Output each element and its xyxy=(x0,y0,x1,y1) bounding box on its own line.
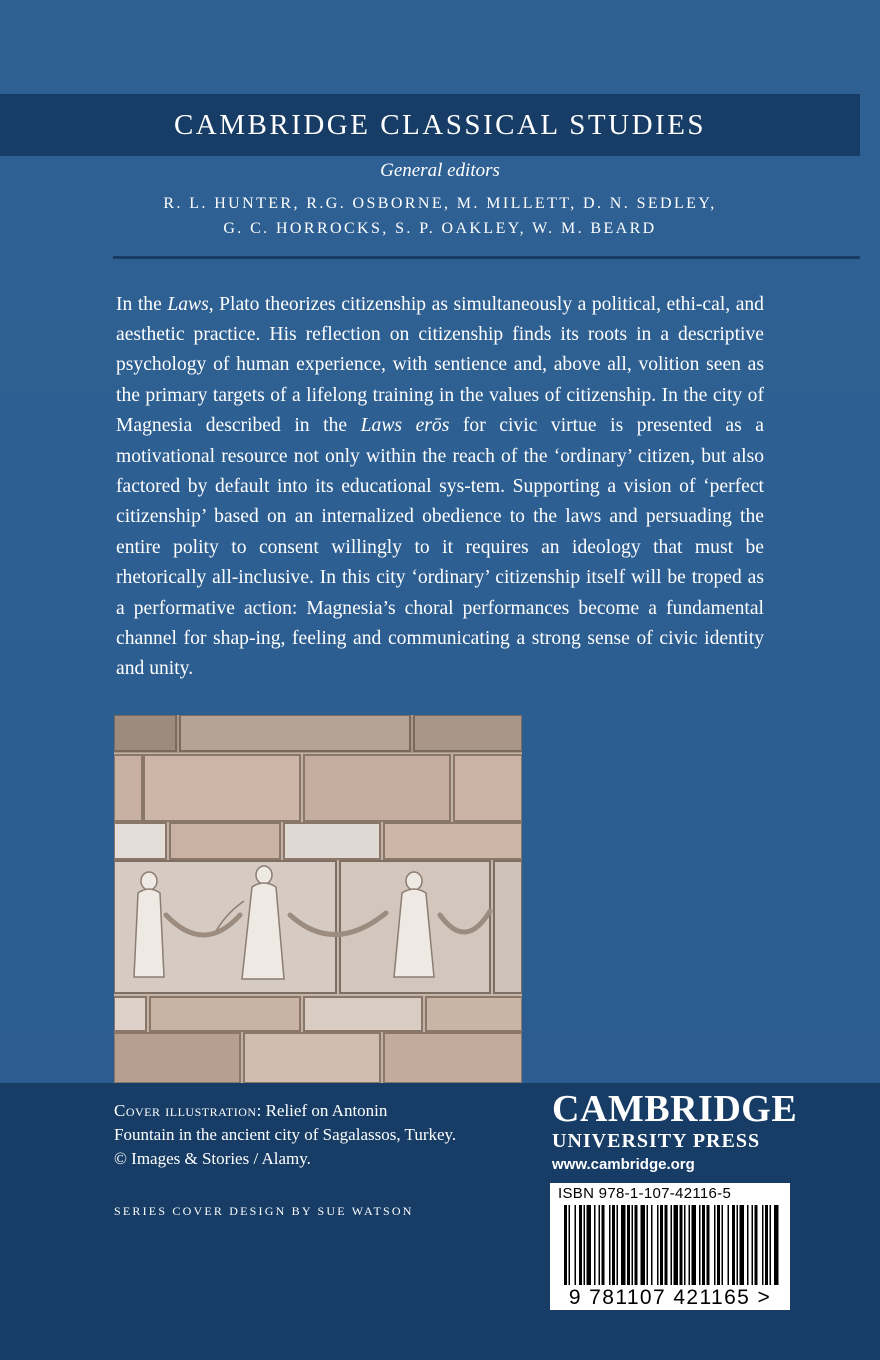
barcode-bar xyxy=(564,1205,567,1285)
barcode-digits: 9 781107 421165 > xyxy=(568,1286,772,1309)
barcode-bar xyxy=(657,1205,659,1285)
barcode-bar xyxy=(762,1205,764,1285)
barcode-bar xyxy=(689,1205,691,1285)
barcode-bar xyxy=(609,1205,611,1285)
series-design-credit: SERIES COVER DESIGN BY SUE WATSON xyxy=(114,1204,414,1218)
book-description: In the Laws, Plato theorizes citizenship as simultaneously a political, ethi-cal, and aesthetic practice. His reflection on citizenship finds its roots in a descriptive psychology of human experience, with sentience and, above all, volition seen as the primary targets of a lifelong training in the values of citizenship. In the city of Magnesia described in the Laws erōs for civic virtue is presented as a motivational resource not only within the reach of the ‘ordinary’ citizen, but also factored by default into its educational sys-tem. Supporting a vision of ‘perfect citizenship’ based on an internalized obedience to the laws and persuading the entire polity to consent willingly to it requires an ideology that must be rhetorically all-inclusive. In this city ‘ordinary’ citizenship itself will be troped as a performative action: Magnesia’s choral performances become a fundamental channel for shap-ing, feeling and communicating a strong sense of civic identity and unity. xyxy=(116,293,764,680)
relief-illustration xyxy=(114,715,522,1083)
laws-eros-term: Laws erōs xyxy=(360,415,450,437)
barcode-bar xyxy=(671,1205,673,1285)
laws-title: Laws xyxy=(167,293,209,315)
barcode-bar xyxy=(599,1205,601,1285)
barcode-bar xyxy=(722,1205,724,1285)
publisher-subtitle: UNIVERSITY PRESS xyxy=(552,1130,761,1152)
barcode-bar xyxy=(665,1205,668,1285)
barcode-bar xyxy=(680,1205,683,1285)
barcode-bar xyxy=(728,1205,730,1285)
barcode-bar xyxy=(684,1205,686,1285)
barcode-bar xyxy=(770,1205,772,1285)
barcode-bar xyxy=(617,1205,619,1285)
barcode-bar xyxy=(575,1205,577,1285)
barcode-bar xyxy=(732,1205,735,1285)
barcode-bar xyxy=(702,1205,705,1285)
barcode-bar xyxy=(692,1205,697,1285)
publisher-logo xyxy=(552,1089,812,1177)
barcode-bar xyxy=(717,1205,720,1285)
isbn-label: ISBN 978-1-107-42116-5 xyxy=(558,1185,732,1202)
barcode-bar xyxy=(740,1205,745,1285)
barcode-bar xyxy=(774,1205,779,1285)
barcode-bar xyxy=(627,1205,630,1285)
barcode-bar xyxy=(641,1205,646,1285)
barcode-bars xyxy=(556,1205,784,1285)
barcode-bar xyxy=(647,1205,649,1285)
barcode-bar xyxy=(579,1205,582,1285)
barcode-bar xyxy=(651,1205,653,1285)
cover-illustration-credit: Cover illustration: Relief on Antonin Fountain in the ancient city of Sagalassos, Turkey. © Images & Stories / Alamy. xyxy=(114,1101,457,1168)
series-title: CAMBRIDGE CLASSICAL STUDIES xyxy=(173,109,707,141)
barcode-bar xyxy=(737,1205,739,1285)
barcode-bar xyxy=(602,1205,605,1285)
divider-rule xyxy=(113,256,860,259)
barcode-bar xyxy=(632,1205,634,1285)
barcode-bar xyxy=(594,1205,596,1285)
barcode-bar xyxy=(707,1205,710,1285)
barcode-bar xyxy=(755,1205,758,1285)
barcode-bar xyxy=(584,1205,586,1285)
publisher-url: www.cambridge.org xyxy=(552,1156,695,1173)
isbn-barcode xyxy=(550,1183,790,1310)
barcode-bar xyxy=(612,1205,615,1285)
editors-heading: General editors xyxy=(380,160,500,181)
editors-list-line-1: R. L. HUNTER, R.G. OSBORNE, M. MILLETT, D. N. SEDLEY, xyxy=(163,195,717,212)
barcode-bar xyxy=(660,1205,663,1285)
editors-list-line-2: G. C. HORROCKS, S. P. OAKLEY, W. M. BEARD xyxy=(223,220,657,237)
relief-photo xyxy=(114,715,522,1083)
barcode-bar xyxy=(752,1205,754,1285)
barcode-bar xyxy=(621,1205,626,1285)
barcode-bar xyxy=(587,1205,592,1285)
barcode-bar xyxy=(747,1205,749,1285)
barcode-bar xyxy=(635,1205,638,1285)
barcode-bar xyxy=(569,1205,571,1285)
barcode-bar xyxy=(765,1205,768,1285)
barcode-bar xyxy=(714,1205,716,1285)
barcode-bar xyxy=(699,1205,701,1285)
credit-label: Cover illustration xyxy=(114,1101,257,1120)
barcode-bar xyxy=(674,1205,679,1285)
publisher-name: CAMBRIDGE xyxy=(552,1088,798,1130)
